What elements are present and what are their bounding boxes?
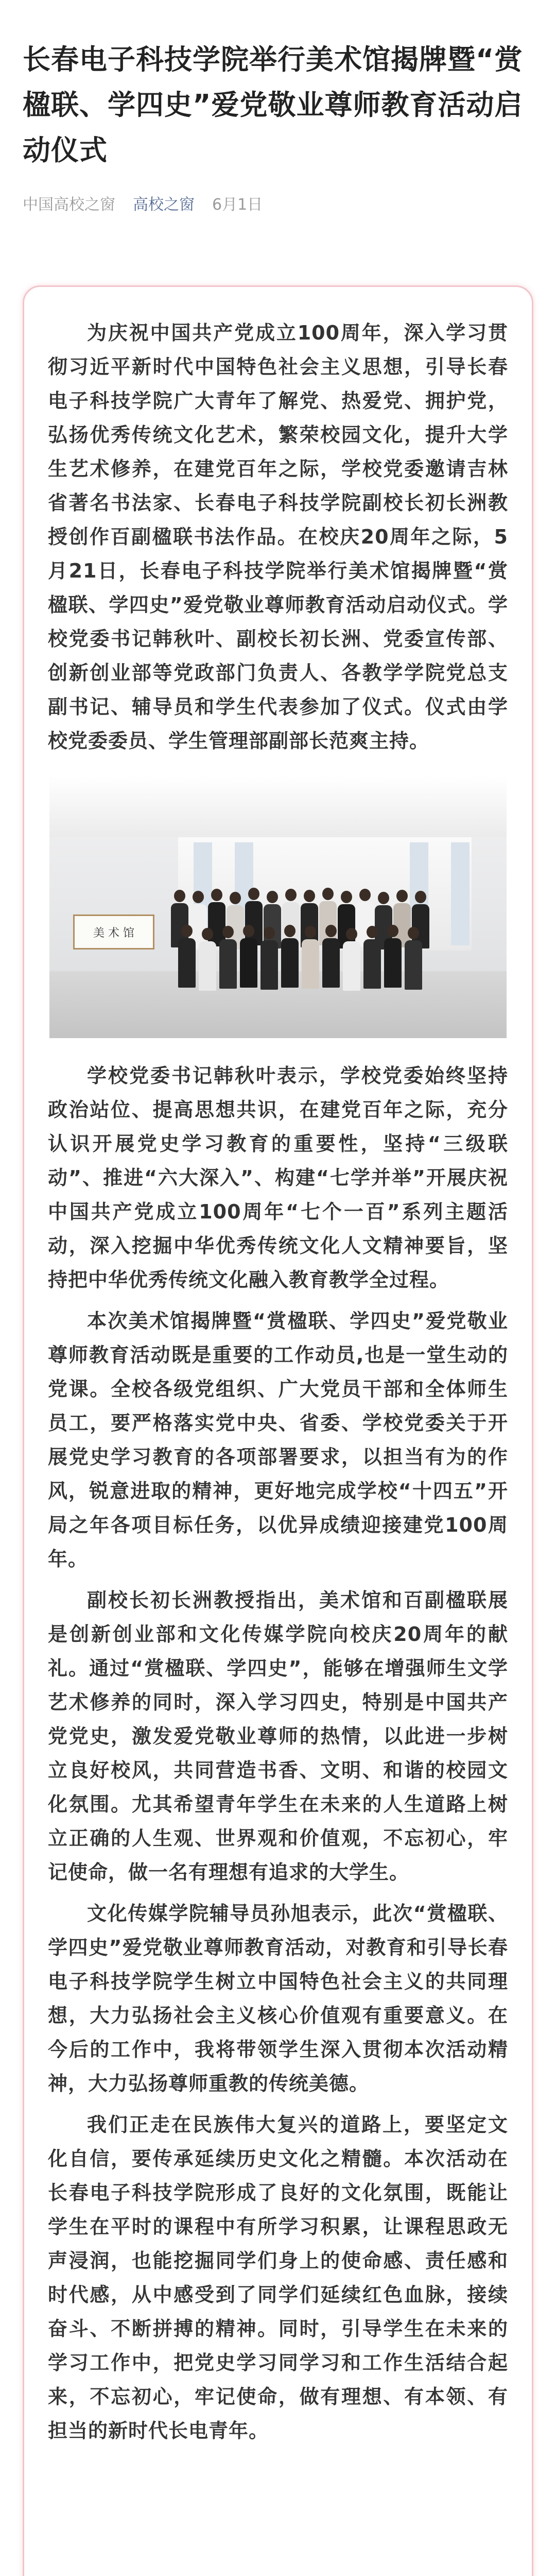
paragraph: 学校党委书记韩秋叶表示，学校党委始终坚持政治站位、提高思想共识，在建党百年之际，充分认识开展党史学习教育的重要性，坚持“三级联动”、推进“六大深入”、构建“七学并举”开展庆祝中国共产党成立100周年“七个一百”系列主题活动，深入挖掘中华优秀传统文化人文精神要旨，坚持把中华优秀传统文化融入教育教学全过程。 xyxy=(48,1064,508,1291)
paragraph: 为庆祝中国共产党成立100周年，深入学习贯彻习近平新时代中国特色社会主义思想，引导长春电子科技学院广大青年了解党、热爱党、拥护党，弘扬优秀传统文化艺术，繁荣校园文化，提升大学生艺术修养，在建党百年之际，学校党委邀请吉林省著名书法家、长春电子科技学院副校长初长洲教授创作百副楹联书法作品。在校庆20周年之际，5月21日，长春电子科技学院举行美术馆揭牌暨“赏楹联、学四史”爱党敬业尊师教育活动启动仪式。学校党委书记韩秋叶、副校长初长洲、党委宣传部、创新创业部等党政部门负责人、各教学学院党总支副书记、辅导员和学生代表参加了仪式。仪式由学校党委委员、学生管理部副部长范爽主持。 xyxy=(48,321,508,752)
paragraph: 副校长初长洲教授指出，美术馆和百副楹联展是创新创业部和文化传媒学院向校庆20周年的献礼。通过“赏楹联、学四史”，能够在增强师生文学艺术修养的同时，深入学习四史，特别是中国共产党党史，激发爱党敬业尊师的热情，以此进一步树立良好校风，共同营造书香、文明、和谐的校园文化氛围。尤其希望青年学生在未来的人生道路上树立正确的人生观、世界观和价值观，不忘初心，牢记使命，做一名有理想有追求的大学生。 xyxy=(48,1589,508,1884)
article-meta xyxy=(23,192,533,214)
article-title: 长春电子科技学院举行美术馆揭牌暨“赏楹联、学四史”爱党敬业尊师教育活动启动仪式 xyxy=(23,43,523,166)
article-content-card xyxy=(23,285,533,2576)
article-source: 中国高校之窗 xyxy=(23,196,115,214)
paragraph: 我们正走在民族伟大复兴的道路上，要坚定文化自信，要传承延续历史文化之精髓。本次活动在长春电子科技学院形成了良好的文化氛围，既能让学生在平时的课程中有所学习积累，让课程思政无声浸润，也能挖掘同学们身上的使命感、责任感和时代感，从中感受到了同学们延续红色血脉，接续奋斗、不断拼搏的精神。同时，引导学生在未来的学习工作中，把党史学习同学习和工作生活结合起来，不忘初心，牢记使命，做有理想、有本领、有担当的新时代长电青年。 xyxy=(48,2113,508,2442)
plaque-text: 美 术 馆 xyxy=(93,926,134,940)
paragraph: 本次美术馆揭牌暨“赏楹联、学四史”爱党敬业尊师教育活动既是重要的工作动员,也是一堂生动的党课。全校各级党组织、广大党员干部和全体师生员工，要严格落实党中央、省委、学校党委关于开展党史学习教育的各项部署要求，以担当有为的作风，锐意进取的精神，更好地完成学校“十四五”开局之年各项目标任务，以优异成绩迎接建党100周年。 xyxy=(48,1310,508,1570)
museum-plaque xyxy=(73,914,154,950)
paragraph: 文化传媒学院辅导员孙旭表示，此次“赏楹联、学四史”爱党敬业尊师教育活动，对教育和引导长春电子科技学院学生树立中国特色社会主义的共同理想，大力弘扬社会主义核心价值观有重要意义。在今后的工作中，我将带领学生深入贯彻本次活动精神，大力弘扬尊师重教的传统美德。 xyxy=(48,1902,508,2095)
event-photo[interactable] xyxy=(49,775,507,1038)
account-name-link[interactable]: 高校之窗 xyxy=(133,196,195,214)
publish-date: 6月1日 xyxy=(212,196,263,214)
